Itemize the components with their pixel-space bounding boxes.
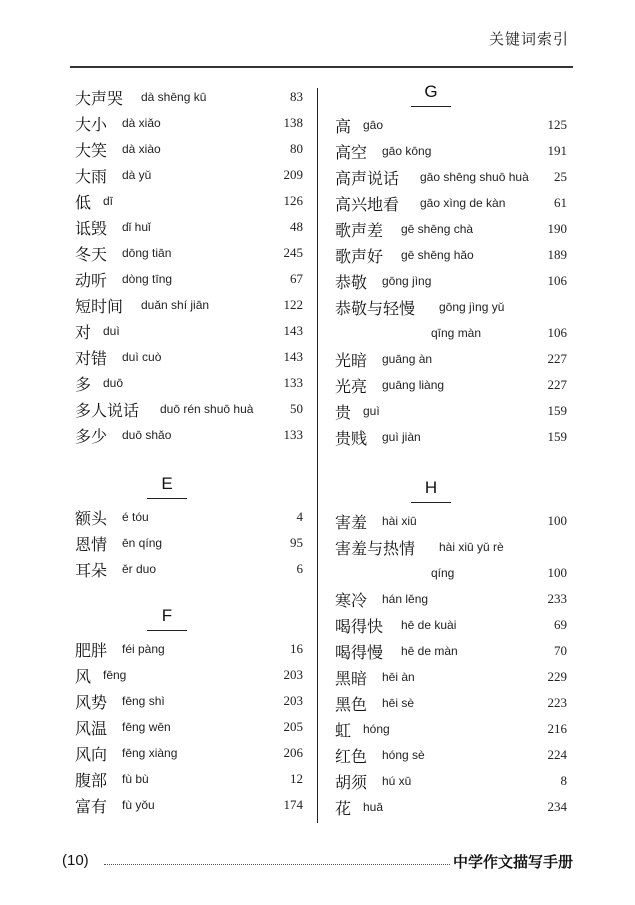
entry-page-number: 216 [547, 721, 567, 736]
section-underline [147, 630, 187, 631]
section-letter: H [424, 478, 438, 497]
entry-word: 高兴地看 [335, 195, 400, 214]
entry-pinyin: huā [363, 800, 384, 814]
entry-page-number: 133 [283, 375, 303, 390]
index-entry [335, 794, 567, 820]
entry-word: 耳朵 [75, 561, 108, 580]
index-entry [335, 190, 567, 216]
index-entry [335, 346, 567, 372]
index-entry [75, 662, 303, 688]
entry-word: 风向 [75, 745, 108, 764]
entry-pinyin: hài xiū [382, 514, 417, 528]
entry-pinyin: duō [103, 376, 124, 390]
entry-page-number: 203 [283, 667, 303, 682]
index-entry [75, 636, 303, 662]
entry-page-number: 233 [547, 591, 567, 606]
entry-page-number: 25 [554, 169, 567, 184]
index-entry [335, 398, 567, 424]
entry-word: 寒冷 [335, 591, 368, 610]
entry-pinyin: dà xiǎo [122, 116, 161, 130]
entry-word: 诋毁 [75, 219, 108, 238]
entry-word: 大笑 [75, 141, 108, 160]
column-divider [317, 88, 318, 823]
index-entry [75, 344, 303, 370]
entry-pinyin-line2: qīng màn [431, 326, 482, 340]
entry-word: 风温 [75, 719, 108, 738]
header-rule [70, 66, 573, 68]
entry-word: 贵贱 [335, 429, 368, 448]
entry-pinyin-line1: gōng jìng yǔ [439, 300, 505, 314]
entry-word: 额头 [75, 509, 108, 528]
footer-book-title: 中学作文描写手册 [452, 853, 573, 871]
entry-word: 黑色 [335, 695, 368, 714]
entry-pinyin: hán lěng [382, 592, 429, 606]
entry-page-number: 16 [290, 641, 303, 656]
entry-page-number: 209 [283, 167, 303, 182]
entry-pinyin: hóng [363, 722, 390, 736]
entry-pinyin: gē shēng hǎo [401, 248, 474, 262]
entry-word: 多少 [75, 427, 108, 446]
section-heading [75, 598, 303, 636]
index-entry [335, 424, 567, 450]
index-entry-split [335, 534, 567, 560]
entry-page-number: 205 [283, 719, 303, 734]
entry-word: 多人说话 [75, 401, 140, 420]
entry-page-number: 12 [290, 771, 303, 786]
entry-word: 风势 [75, 693, 108, 712]
entry-page-number: 223 [547, 695, 567, 710]
entry-pinyin: hēi sè [382, 696, 415, 710]
index-entry [335, 138, 567, 164]
entry-word: 害羞 [335, 513, 368, 532]
entry-page-number: 224 [547, 747, 567, 762]
entry-page-number: 191 [547, 143, 567, 158]
entry-pinyin: dǐ huǐ [122, 220, 151, 234]
index-entry [75, 396, 303, 422]
index-entry-continuation [335, 320, 567, 346]
entry-pinyin: fēng xiàng [122, 746, 178, 760]
entry-page-number: 4 [296, 509, 303, 524]
entry-pinyin: dà xiào [122, 142, 161, 156]
entry-pinyin: fēng [103, 668, 127, 682]
index-entry [75, 214, 303, 240]
entry-word: 红色 [335, 747, 368, 766]
entry-word: 歌声差 [335, 221, 384, 240]
section-heading [335, 74, 567, 112]
entry-word: 恭敬 [335, 273, 368, 292]
index-entry [75, 136, 303, 162]
entry-pinyin: fēng wēn [122, 720, 171, 734]
entry-page-number: 138 [283, 115, 303, 130]
entry-pinyin: fēng shì [122, 694, 165, 708]
entry-page-number: 189 [547, 247, 567, 262]
entry-word: 黑暗 [335, 669, 368, 688]
footer-dotted-leader [104, 864, 450, 865]
index-entry-split [335, 294, 567, 320]
entry-page-number: 190 [547, 221, 567, 236]
entry-page-number: 106 [547, 325, 567, 340]
entry-pinyin: dōng tiān [122, 246, 172, 260]
entry-pinyin: fù bù [122, 772, 149, 786]
entry-page-number: 100 [547, 565, 567, 580]
index-entry [335, 508, 567, 534]
entry-pinyin: duì cuò [122, 350, 162, 364]
index-entry [75, 292, 303, 318]
entry-page-number: 80 [290, 141, 303, 156]
index-entry [75, 740, 303, 766]
entry-word: 冬天 [75, 245, 108, 264]
entry-pinyin: gāo kōng [382, 144, 432, 158]
section-underline [147, 498, 187, 499]
entry-pinyin: dī [103, 194, 114, 208]
entry-pinyin: gōng jìng [382, 274, 432, 288]
entry-word: 对 [75, 323, 92, 342]
entry-word: 喝得慢 [335, 643, 384, 662]
index-entry [335, 112, 567, 138]
index-entry [75, 318, 303, 344]
entry-word: 富有 [75, 797, 108, 816]
entry-page-number: 95 [290, 535, 303, 550]
entry-word: 短时间 [75, 297, 124, 316]
index-entry [335, 638, 567, 664]
entry-pinyin: fù yǒu [122, 798, 155, 812]
entry-word: 对错 [75, 349, 108, 368]
entry-pinyin-line1: hài xiū yǔ rè [439, 540, 504, 554]
entry-pinyin: hóng sè [382, 748, 425, 762]
entry-pinyin: hēi àn [382, 670, 415, 684]
index-entry [75, 162, 303, 188]
entry-pinyin: ěr duo [122, 562, 157, 576]
entry-page-number: 125 [547, 117, 567, 132]
section-letter: E [161, 474, 173, 493]
entry-word: 光亮 [335, 377, 368, 396]
entry-pinyin: hē de kuài [401, 618, 457, 632]
index-entry [75, 266, 303, 292]
entry-word: 光暗 [335, 351, 368, 370]
entry-word: 喝得快 [335, 617, 384, 636]
index-entry [335, 612, 567, 638]
entry-pinyin: dòng tīng [122, 272, 173, 286]
entry-page-number: 8 [560, 773, 567, 788]
entry-page-number: 174 [283, 797, 303, 812]
entry-pinyin: dà yǔ [122, 168, 152, 182]
entry-pinyin: guāng àn [382, 352, 433, 366]
entry-page-number: 122 [283, 297, 303, 312]
entry-word: 高声说话 [335, 169, 400, 188]
entry-page-number: 143 [283, 323, 303, 338]
entry-pinyin-line2: qíng [431, 566, 455, 580]
index-entry [335, 742, 567, 768]
index-entry-continuation [335, 560, 567, 586]
entry-word: 多 [75, 375, 92, 394]
entry-pinyin: é tóu [122, 510, 149, 524]
entry-word: 恭敬与轻慢 [335, 299, 416, 318]
section-letter: F [161, 606, 173, 625]
entry-pinyin: dà shēng kū [141, 90, 207, 104]
entry-word: 高空 [335, 143, 368, 162]
index-entry [335, 268, 567, 294]
index-entry [335, 690, 567, 716]
entry-page-number: 227 [547, 351, 567, 366]
entry-word: 胡须 [335, 773, 368, 792]
entry-word: 动听 [75, 271, 108, 290]
entry-page-number: 159 [547, 403, 567, 418]
index-entry [335, 664, 567, 690]
entry-page-number: 83 [290, 89, 303, 104]
entry-page-number: 126 [283, 193, 303, 208]
section-heading [75, 466, 303, 504]
index-entry [75, 504, 303, 530]
entry-page-number: 159 [547, 429, 567, 444]
index-entry [75, 422, 303, 448]
index-entry [75, 370, 303, 396]
entry-word: 低 [75, 193, 92, 212]
index-entry [75, 714, 303, 740]
index-entry [335, 216, 567, 242]
entry-page-number: 67 [290, 271, 303, 286]
entry-word: 大雨 [75, 167, 108, 186]
entry-pinyin: duō shǎo [122, 428, 172, 442]
entry-word: 恩情 [75, 535, 108, 554]
entry-page-number: 106 [547, 273, 567, 288]
entry-word: 歌声好 [335, 247, 384, 266]
entry-pinyin: duō rén shuō huà [160, 402, 254, 416]
entry-pinyin: gē shēng chà [401, 222, 474, 236]
index-entry [75, 240, 303, 266]
entry-word: 肥胖 [75, 641, 108, 660]
entry-word: 害羞与热情 [335, 539, 416, 558]
index-entry [335, 242, 567, 268]
entry-page-number: 245 [283, 245, 303, 260]
entry-page-number: 61 [554, 195, 567, 210]
entry-page-number: 48 [290, 219, 303, 234]
entry-page-number: 70 [554, 643, 567, 658]
entry-word: 大小 [75, 115, 108, 134]
entry-pinyin: duì [103, 324, 120, 338]
entry-pinyin: guì [363, 404, 380, 418]
entry-page-number: 227 [547, 377, 567, 392]
footer-page-number: (10) [62, 852, 89, 869]
entry-pinyin: ēn qíng [122, 536, 163, 550]
entry-word: 风 [75, 667, 92, 686]
entry-page-number: 50 [290, 401, 303, 416]
entry-pinyin: gāo shēng shuō huà [420, 170, 529, 184]
entry-page-number: 133 [283, 427, 303, 442]
index-entry [75, 110, 303, 136]
index-entry [75, 556, 303, 582]
entry-page-number: 100 [547, 513, 567, 528]
section-underline [411, 502, 451, 503]
index-entry [335, 716, 567, 742]
section-heading [335, 470, 567, 508]
entry-pinyin: hē de màn [401, 644, 458, 658]
index-entry [335, 164, 567, 190]
entry-pinyin: gāo xìng de kàn [420, 196, 506, 210]
section-letter: G [424, 82, 438, 101]
entry-page-number: 6 [296, 561, 303, 576]
entry-word: 腹部 [75, 771, 108, 790]
index-entry [75, 530, 303, 556]
entry-page-number: 203 [283, 693, 303, 708]
index-entry [75, 792, 303, 818]
index-entry [335, 768, 567, 794]
entry-page-number: 69 [554, 617, 567, 632]
entry-word: 大声哭 [75, 89, 124, 108]
entry-word: 虹 [335, 721, 352, 740]
entry-word: 高 [335, 117, 352, 136]
entry-pinyin: hú xū [382, 774, 412, 788]
left-column [75, 84, 303, 818]
index-entry [75, 84, 303, 110]
entry-pinyin: guāng liàng [382, 378, 445, 392]
entry-pinyin: guì jiàn [382, 430, 421, 444]
entry-page-number: 229 [547, 669, 567, 684]
entry-word: 贵 [335, 403, 352, 422]
entry-pinyin: gāo [363, 118, 384, 132]
entry-pinyin: féi pàng [122, 642, 165, 656]
entry-page-number: 206 [283, 745, 303, 760]
entry-page-number: 143 [283, 349, 303, 364]
page-header-title: 关键词索引 [488, 30, 569, 48]
index-entry [75, 688, 303, 714]
index-entry [75, 766, 303, 792]
index-entry [335, 586, 567, 612]
right-column [335, 84, 567, 820]
entry-pinyin: duǎn shí jiān [141, 298, 210, 312]
index-entry [335, 372, 567, 398]
index-entry [75, 188, 303, 214]
section-underline [411, 106, 451, 107]
entry-page-number: 234 [547, 799, 567, 814]
entry-word: 花 [335, 799, 352, 818]
